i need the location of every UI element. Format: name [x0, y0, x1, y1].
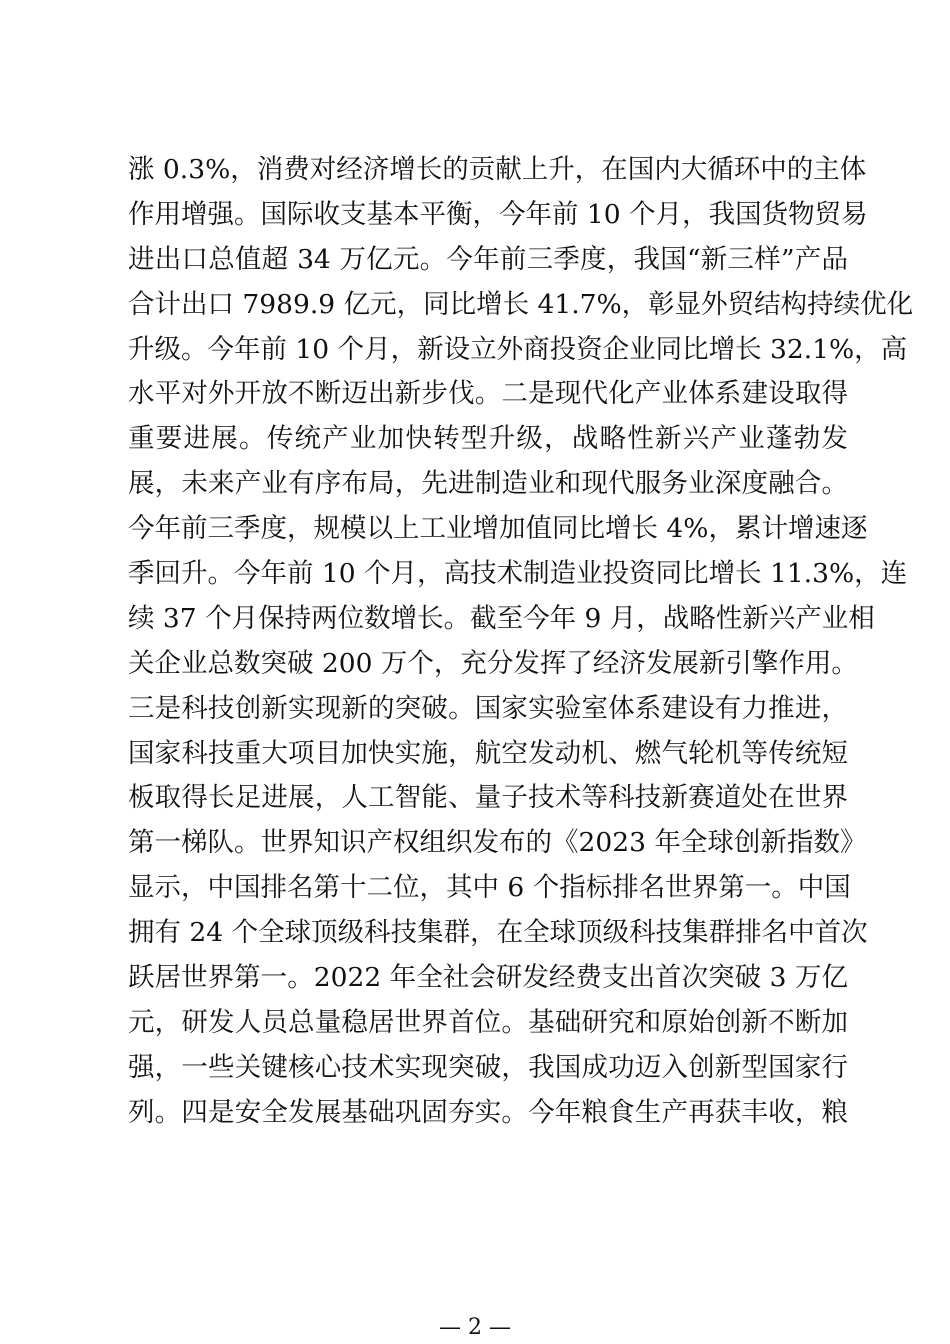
- text-line-2: 作用增强。国际收支基本平衡，今年前 10 个月，我国货物贸易: [128, 198, 868, 230]
- body-text: [128, 148, 914, 1136]
- text-line-10: 季回升。今年前 10 个月，高技术制造业投资同比增长 11.3%，连: [128, 558, 908, 590]
- text-line-13: 三是科技创新实现新的突破。国家实验室体系建设有力推进，: [128, 692, 848, 724]
- text-line-19: 跃居世界第一。2022 年全社会研发经费支出首次突破 3 万亿: [128, 962, 848, 994]
- text-line-18: 拥有 24 个全球顶级科技集群，在全球顶级科技集群排名中首次: [128, 917, 868, 949]
- page-number: — 2 —: [439, 1315, 511, 1340]
- text-line-14: 国家科技重大项目加快实施，航空发动机、燃气轮机等传统短: [128, 737, 848, 769]
- text-line-17: 显示，中国排名第十二位，其中 6 个指标排名世界第一。中国: [128, 872, 851, 904]
- text-line-6: 水平对外开放不断迈出新步伐。二是现代化产业体系建设取得: [128, 378, 848, 410]
- text-line-1: 涨 0.3%，消费对经济增长的贡献上升，在国内大循环中的主体: [128, 154, 867, 185]
- text-line-20: 元，研发人员总量稳居世界首位。基础研究和原始创新不断加: [128, 1006, 848, 1038]
- text-line-11: 续 37 个月保持两位数增长。截至今年 9 月，战略性新兴产业相: [128, 602, 875, 634]
- text-line-21: 强，一些关键核心技术实现突破，我国成功迈入创新型国家行: [128, 1051, 848, 1083]
- text-line-7: 重要进展。传统产业加快转型升级，战略性新兴产业蓬勃发: [128, 423, 848, 455]
- text-line-12: 关企业总数突破 200 万个，充分发挥了经济发展新引擎作用。: [128, 647, 858, 679]
- text-line-8: 展，未来产业有序布局，先进制造业和现代服务业深度融合。: [128, 468, 848, 500]
- text-line-3: 进出口总值超 34 万亿元。今年前三季度，我国“新三样”产品: [128, 243, 848, 275]
- text-line-9: 今年前三季度，规模以上工业增加值同比增长 4%，累计增速逐: [128, 513, 868, 545]
- text-line-4: 合计出口 7989.9 亿元，同比增长 41.7%，彰显外贸结构持续优化: [128, 288, 914, 320]
- text-line-15: 板取得长足进展，人工智能、量子技术等科技新赛道处在世界: [128, 782, 848, 814]
- text-line-5: 升级。今年前 10 个月，新设立外商投资企业同比增长 32.1%，高: [128, 333, 908, 365]
- text-line-22: 列。四是安全发展基础巩固夯实。今年粮食生产再获丰收，粮: [128, 1096, 848, 1128]
- text-line-16: 第一梯队。世界知识产权组织发布的《2023 年全球创新指数》: [128, 827, 867, 859]
